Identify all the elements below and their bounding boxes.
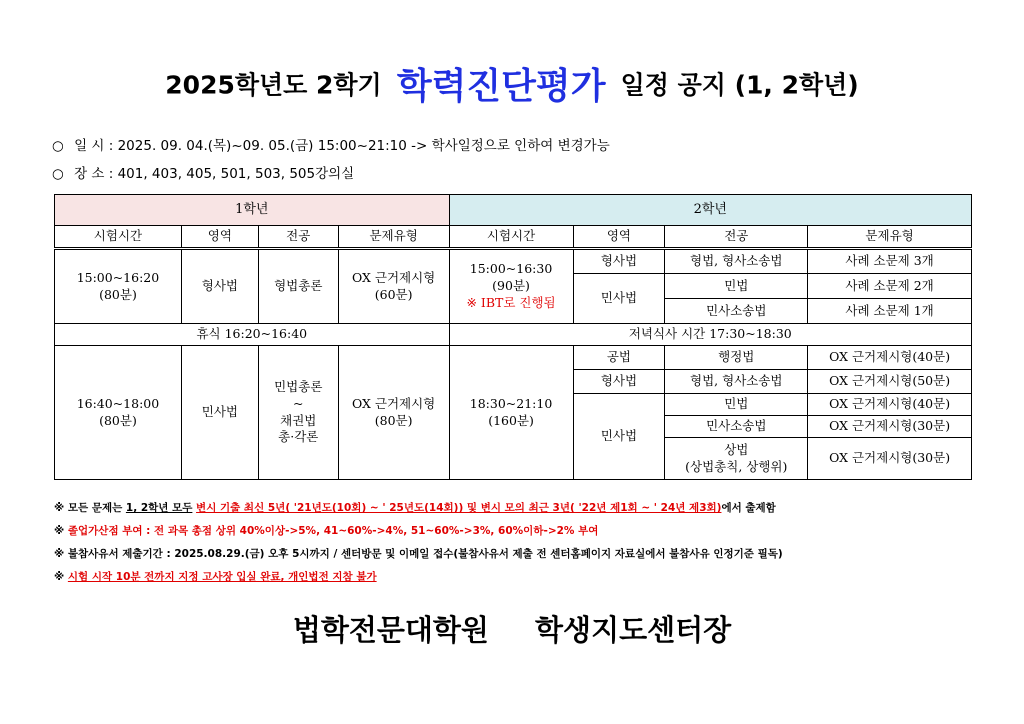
g2-session1-type: 사례 소문제 1개 <box>808 299 972 324</box>
note-absence-form <box>54 543 783 566</box>
issuer-center: 학생지도센터장 <box>535 613 732 647</box>
col-header-type: 문제유형 <box>808 226 972 249</box>
note-mark: ※ <box>54 525 65 537</box>
major-line: 채권법 <box>280 412 317 428</box>
info-location <box>52 162 354 182</box>
title-prefix: 2025학년도 2학기 <box>165 70 382 100</box>
major-line: 민법총론 <box>274 378 323 394</box>
g2-session2-major: 행정법 <box>665 346 808 370</box>
g2-session2-area: 공법 <box>573 346 665 370</box>
info-datetime <box>52 134 610 154</box>
note-text-red: 시험 시작 10분 전까지 지정 고사장 입실 완료, 개인법전 지참 불가 <box>67 571 377 583</box>
notes-section <box>54 497 783 589</box>
grade2-header: 2학년 <box>449 195 971 226</box>
col-header-area: 영역 <box>181 226 258 249</box>
g2-session2-time <box>449 346 573 480</box>
notice-title <box>0 58 1024 109</box>
duration-text: (80분) <box>99 286 137 302</box>
g1-session1-time <box>55 249 182 324</box>
duration-text: (80분) <box>99 412 137 428</box>
g2-session1-area: 민사법 <box>573 274 665 324</box>
col-header-time: 시험시간 <box>55 226 182 249</box>
major-line: 상법 <box>724 441 749 457</box>
g1-session2-type <box>338 346 449 480</box>
g2-session1-area: 형사법 <box>573 249 665 274</box>
g2-session1-major: 민법 <box>665 274 808 299</box>
duration-text: (90분) <box>492 278 530 294</box>
duration-text: (160분) <box>488 412 534 428</box>
note-mark: ※ <box>54 548 65 560</box>
title-highlight: 학력진단평가 <box>396 66 606 107</box>
note-bonus-points <box>54 520 783 543</box>
info-datetime-text: 일 시 : 2025. 09. 04.(목)~09. 05.(금) 15:00~21:10 -> 학사일정으로 인하여 변경가능 <box>74 138 610 154</box>
schedule-table <box>54 194 972 480</box>
note-text: 모든 문제는 <box>67 502 123 514</box>
time-text: 15:00~16:30 <box>469 261 553 277</box>
type-text: OX 근거제시형 <box>351 395 436 411</box>
issuer-school: 법학전문대학원 <box>292 613 489 647</box>
g2-session2-major: 형법, 형사소송법 <box>665 370 808 394</box>
note-text-red: 변시 기출 최신 5년( '21년도(10회) ~ ' 25년도(14회)) 및 변시 모의 최근 3년( '22년 제1회 ~ ' 24년 제3회) <box>196 502 722 514</box>
note-entry-rule <box>54 566 783 589</box>
g1-session1-major: 형법총론 <box>258 249 338 324</box>
major-line: 총·각론 <box>278 429 319 445</box>
g1-session2-area: 민사법 <box>181 346 258 480</box>
title-suffix: 일정 공지 (1, 2학년) <box>620 70 859 100</box>
g1-session2-major <box>258 346 338 480</box>
g2-session1-type: 사례 소문제 3개 <box>808 249 972 274</box>
g2-session2-type: OX 근거제시형(40문) <box>808 394 972 416</box>
note-text-red: 졸업가산점 부여 : 전 과목 총점 상위 40%이상->5%, 41~60%->4%, 51~60%->3%, 60%이하->2% 부여 <box>67 525 599 537</box>
note-mark: ※ <box>54 571 65 583</box>
note-text: 불참사유서 제출기간 : 2025.08.29.(금) 오후 5시까지 / 센터방문 및 이메일 접수(불참사유서 제출 전 센터홈페이지 자료실에서 불참사유 인정기준 필독) <box>67 548 783 560</box>
col-header-major: 전공 <box>258 226 338 249</box>
note-question-source <box>54 497 783 520</box>
g2-break-row: 저녁식사 시간 17:30~18:30 <box>449 324 971 346</box>
g2-session2-area: 민사법 <box>573 394 665 480</box>
g2-session1-major: 민사소송법 <box>665 299 808 324</box>
g1-session2-time <box>55 346 182 480</box>
g2-session1-time <box>449 249 573 324</box>
time-text: 15:00~16:20 <box>76 269 160 285</box>
major-sub-line: (상법총칙, 상행위) <box>685 458 788 474</box>
g2-session2-major <box>665 438 808 480</box>
col-header-major: 전공 <box>665 226 808 249</box>
g2-session2-type: OX 근거제시형(30문) <box>808 416 972 438</box>
circle-bullet-icon: ○ <box>52 138 64 154</box>
col-header-area: 영역 <box>573 226 665 249</box>
info-location-text: 장 소 : 401, 403, 405, 501, 503, 505강의실 <box>74 166 355 182</box>
g2-session2-type: OX 근거제시형(40문) <box>808 346 972 370</box>
g1-session1-area: 형사법 <box>181 249 258 324</box>
g2-session2-major: 민사소송법 <box>665 416 808 438</box>
g2-session2-type: OX 근거제시형(50문) <box>808 370 972 394</box>
g1-break-row: 휴식 16:20~16:40 <box>55 324 450 346</box>
note-text-underlined: 1, 2학년 모두 <box>125 502 193 514</box>
g2-session2-major: 민법 <box>665 394 808 416</box>
g2-session2-type: OX 근거제시형(30문) <box>808 438 972 480</box>
major-line: ~ <box>293 395 304 411</box>
grade1-header: 1학년 <box>55 195 450 226</box>
g2-session1-major: 형법, 형사소송법 <box>665 249 808 274</box>
g2-session2-area: 형사법 <box>573 370 665 394</box>
count-text: (80문) <box>374 412 413 428</box>
circle-bullet-icon: ○ <box>52 166 64 182</box>
g1-session1-type <box>338 249 449 324</box>
time-text: 18:30~21:10 <box>469 395 553 411</box>
ibt-note: ※ IBT로 진행됨 <box>466 294 556 310</box>
type-text: OX 근거제시형 <box>351 269 436 285</box>
count-text: (60문) <box>374 286 413 302</box>
col-header-type: 문제유형 <box>338 226 449 249</box>
time-text: 16:40~18:00 <box>76 395 160 411</box>
col-header-time: 시험시간 <box>449 226 573 249</box>
note-text: 에서 출제함 <box>721 502 776 514</box>
g2-session1-type: 사례 소문제 2개 <box>808 274 972 299</box>
issuer-signature <box>0 608 1024 649</box>
note-mark: ※ <box>54 502 65 514</box>
